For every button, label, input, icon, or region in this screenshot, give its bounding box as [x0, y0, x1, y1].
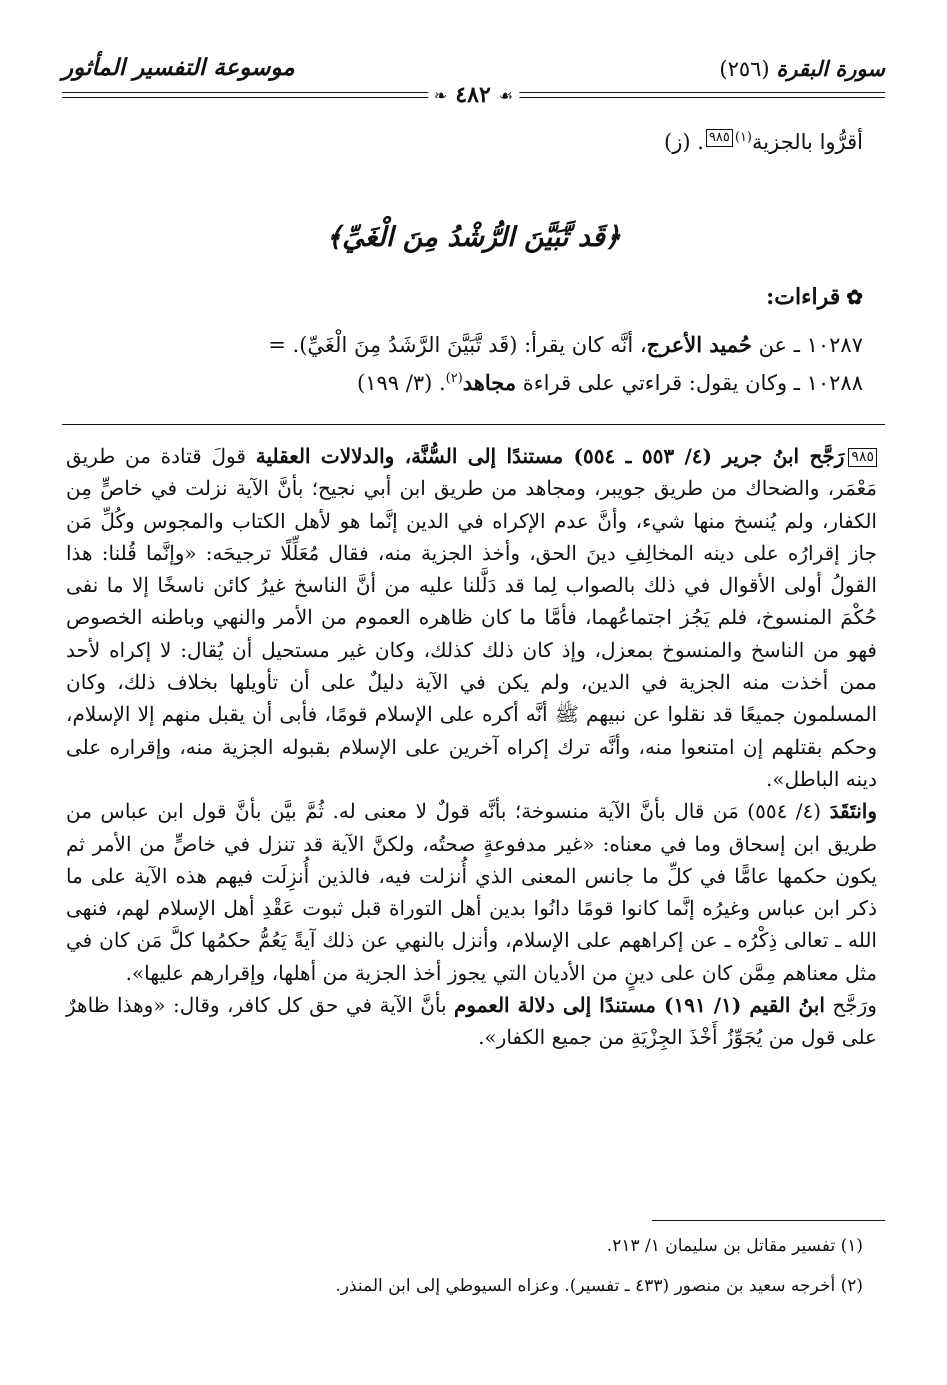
citation: (١/ ١٩١)	[655, 993, 750, 1018]
bold-text: وانتَقَدَ	[829, 799, 877, 824]
citation: (٤/ ٥٥٣ ـ ٥٥٤)	[563, 444, 723, 468]
commentary-number-box: ٩٨٥	[848, 448, 877, 467]
page-header	[62, 52, 885, 108]
commentary-block	[66, 440, 877, 1054]
verse-reference: (٢٥٦)	[719, 57, 770, 81]
footnote-marker: (٢)	[445, 371, 463, 386]
footnote-rule	[652, 1220, 885, 1221]
page-number: ٤٨٢	[455, 82, 491, 108]
reading-text: ، أنَّه كان يقرأ: (قَد تَّبَيَّنَ الرَّشَدُ مِنَ الْغَيِّ). =	[268, 333, 647, 357]
commentary-paragraph	[66, 989, 877, 1054]
ornament-right-icon: ☙	[498, 85, 514, 105]
readings-heading	[766, 284, 863, 310]
evidence-basis: مستندًا إلى دلالة العموم	[454, 993, 656, 1018]
readings-title: قراءات:	[766, 284, 841, 310]
flower-icon: ✿	[846, 285, 863, 309]
sura-name: سورة البقرة	[776, 56, 885, 81]
footnote-marker: (١)	[734, 130, 752, 145]
top-line-text: أقرُّوا بالجزية	[752, 130, 863, 154]
scholar-name: ابنُ جرير	[722, 444, 800, 468]
footnote-1: (١) تفسير مقاتل بن سليمان ١/ ٢١٣.	[606, 1236, 863, 1256]
page-number-block	[428, 82, 519, 108]
commentary-text: قولَ قتادة من طريق مَعْمَر، والضحاك من طريق جويبر، ومجاهد من طريق ابن أبي نجيح؛ بأنَّ الآية نزلت في خاصٍّ مِن الكفار، ولم يُنسخ منها شيء، وأنَّ عدم الإكراه في الدين إنَّما هو لأهل الكتاب والمجوس وكُلِّ مَن جاز إقرارُه على دينه المخالِفِ دينَ الحق، وأخذ الجزية منه، فقال مُعَلِّلًا ترجيحَه: «وإنَّما قُلنا: هذا القولُ أولى الأقوال في ذلك بالصواب لِما قد دَلَّلنا عليه من أنَّ الناسخ غيرُ كائن ناسخًا إلا ما نفى حُكْمَ المنسوخ، فلم يَجُز اجتماعُهما، فأمَّا ما كان ظاهره العموم من الأمر والنهي وباطنه الخصوص فهو من الناسخ والمنسوخ بمعزل، وإذ كان ذلك كذلك، وكان غير مستحيل أن يُقال: لا إكراه لأحد ممن أخذت منه الجزية في الدين، ولم يكن في الآية دليلٌ على أن تأويلها بخلاف ذلك، وكان المسلمون جميعًا قد نقلوا عن نبيهم ﷺ أنَّه أكره على الإسلام قومًا، فأبى أن يقبل منهم إلا الإسلام، وحكم بقتلهم إن امتنعوا منه، وأنَّه ترك إكراه آخرين على الإسلام بقبوله الجزية منه، وإقراره على دينه الباطل».	[66, 444, 877, 791]
commentary-text: (٤/ ٥٥٤) مَن قال بأنَّ الآية منسوخة؛ بأنَّه قولٌ لا معنى له. ثُمَّ بيَّن بأنَّ قول ابن عباس من طريق ابن إسحاق وما في معناه: «غير مدفوعةٍ صحتُه، ولكنَّ الآية قد تنزل في خاصٍّ من الأمر ثم يكون حكمها عامًّا في كلِّ ما جانس المعنى الذي أُنزلت فيه، فالذين أُنزِلَت فيهم هذه الآية على ما ذكر ابن عباس وغيرُه إنَّما كانوا قومًا دانُوا بدين أهل التوراة قبل ثبوت عَقْدِ أهل الإسلام لهم، فنهى الله ـ تعالى ذِكْرُه ـ عن إكراههم على الإسلام، وأنزل بالنهي عن ذلك آيةً يَعُمُّ حكمُها كلَّ مَن كان في مثل معناهم مِمَّن كان على دينٍ من الأديان التي يجوز أخذ الجزية من أهلها، وإقرارهم عليها».	[66, 799, 877, 985]
reading-text: ١٠٢٨٧ ـ عن	[751, 333, 863, 357]
scholar-name: ابنُ القيم	[749, 993, 825, 1018]
sura-reference	[719, 56, 885, 81]
bold-text: رَجَّح	[799, 444, 845, 468]
commentary-ref-box: ٩٨٥	[706, 129, 733, 147]
commentary-text: بأنَّ الآية في حق كل كافر، وقال: «وهذا ظاهرٌ على قول من يُجَوِّزُ أَخْذَ الجِزْيَةِ من جميع الكفار».	[66, 993, 877, 1050]
ornament-left-icon: ❧	[433, 85, 448, 105]
section-divider	[62, 424, 885, 425]
reading-line-1	[66, 332, 863, 357]
reading-text: ١٠٢٨٨ ـ وكان يقول: قراءتي على قراءة	[516, 371, 863, 395]
footnote-2: (٢) أخرجه سعيد بن منصور (٤٣٣ ـ تفسير). وعزاه السيوطي إلى ابن المنذر.	[335, 1276, 863, 1296]
reading-line-2	[66, 370, 863, 395]
commentary-paragraph	[66, 795, 877, 989]
narrator-name: مجاهد	[462, 370, 517, 395]
narrator-name: حُميد الأعرج	[646, 332, 752, 357]
top-line-tail: . (ز)	[664, 130, 704, 154]
quran-verse: ﴿قَد تَّبَيَّنَ الرُّشْدُ مِنَ الْغَيِّ﴾	[326, 222, 621, 253]
reading-text: . (٣/ ١٩٩)	[357, 371, 446, 395]
commentary-paragraph	[66, 440, 877, 795]
top-text-line	[66, 128, 863, 157]
book-title: موسوعة التفسير المأثور	[62, 54, 295, 81]
evidence-basis: مستندًا إلى السُّنَّة، والدلالات العقلية	[255, 444, 564, 468]
commentary-text: ورَجَّح	[824, 993, 877, 1018]
